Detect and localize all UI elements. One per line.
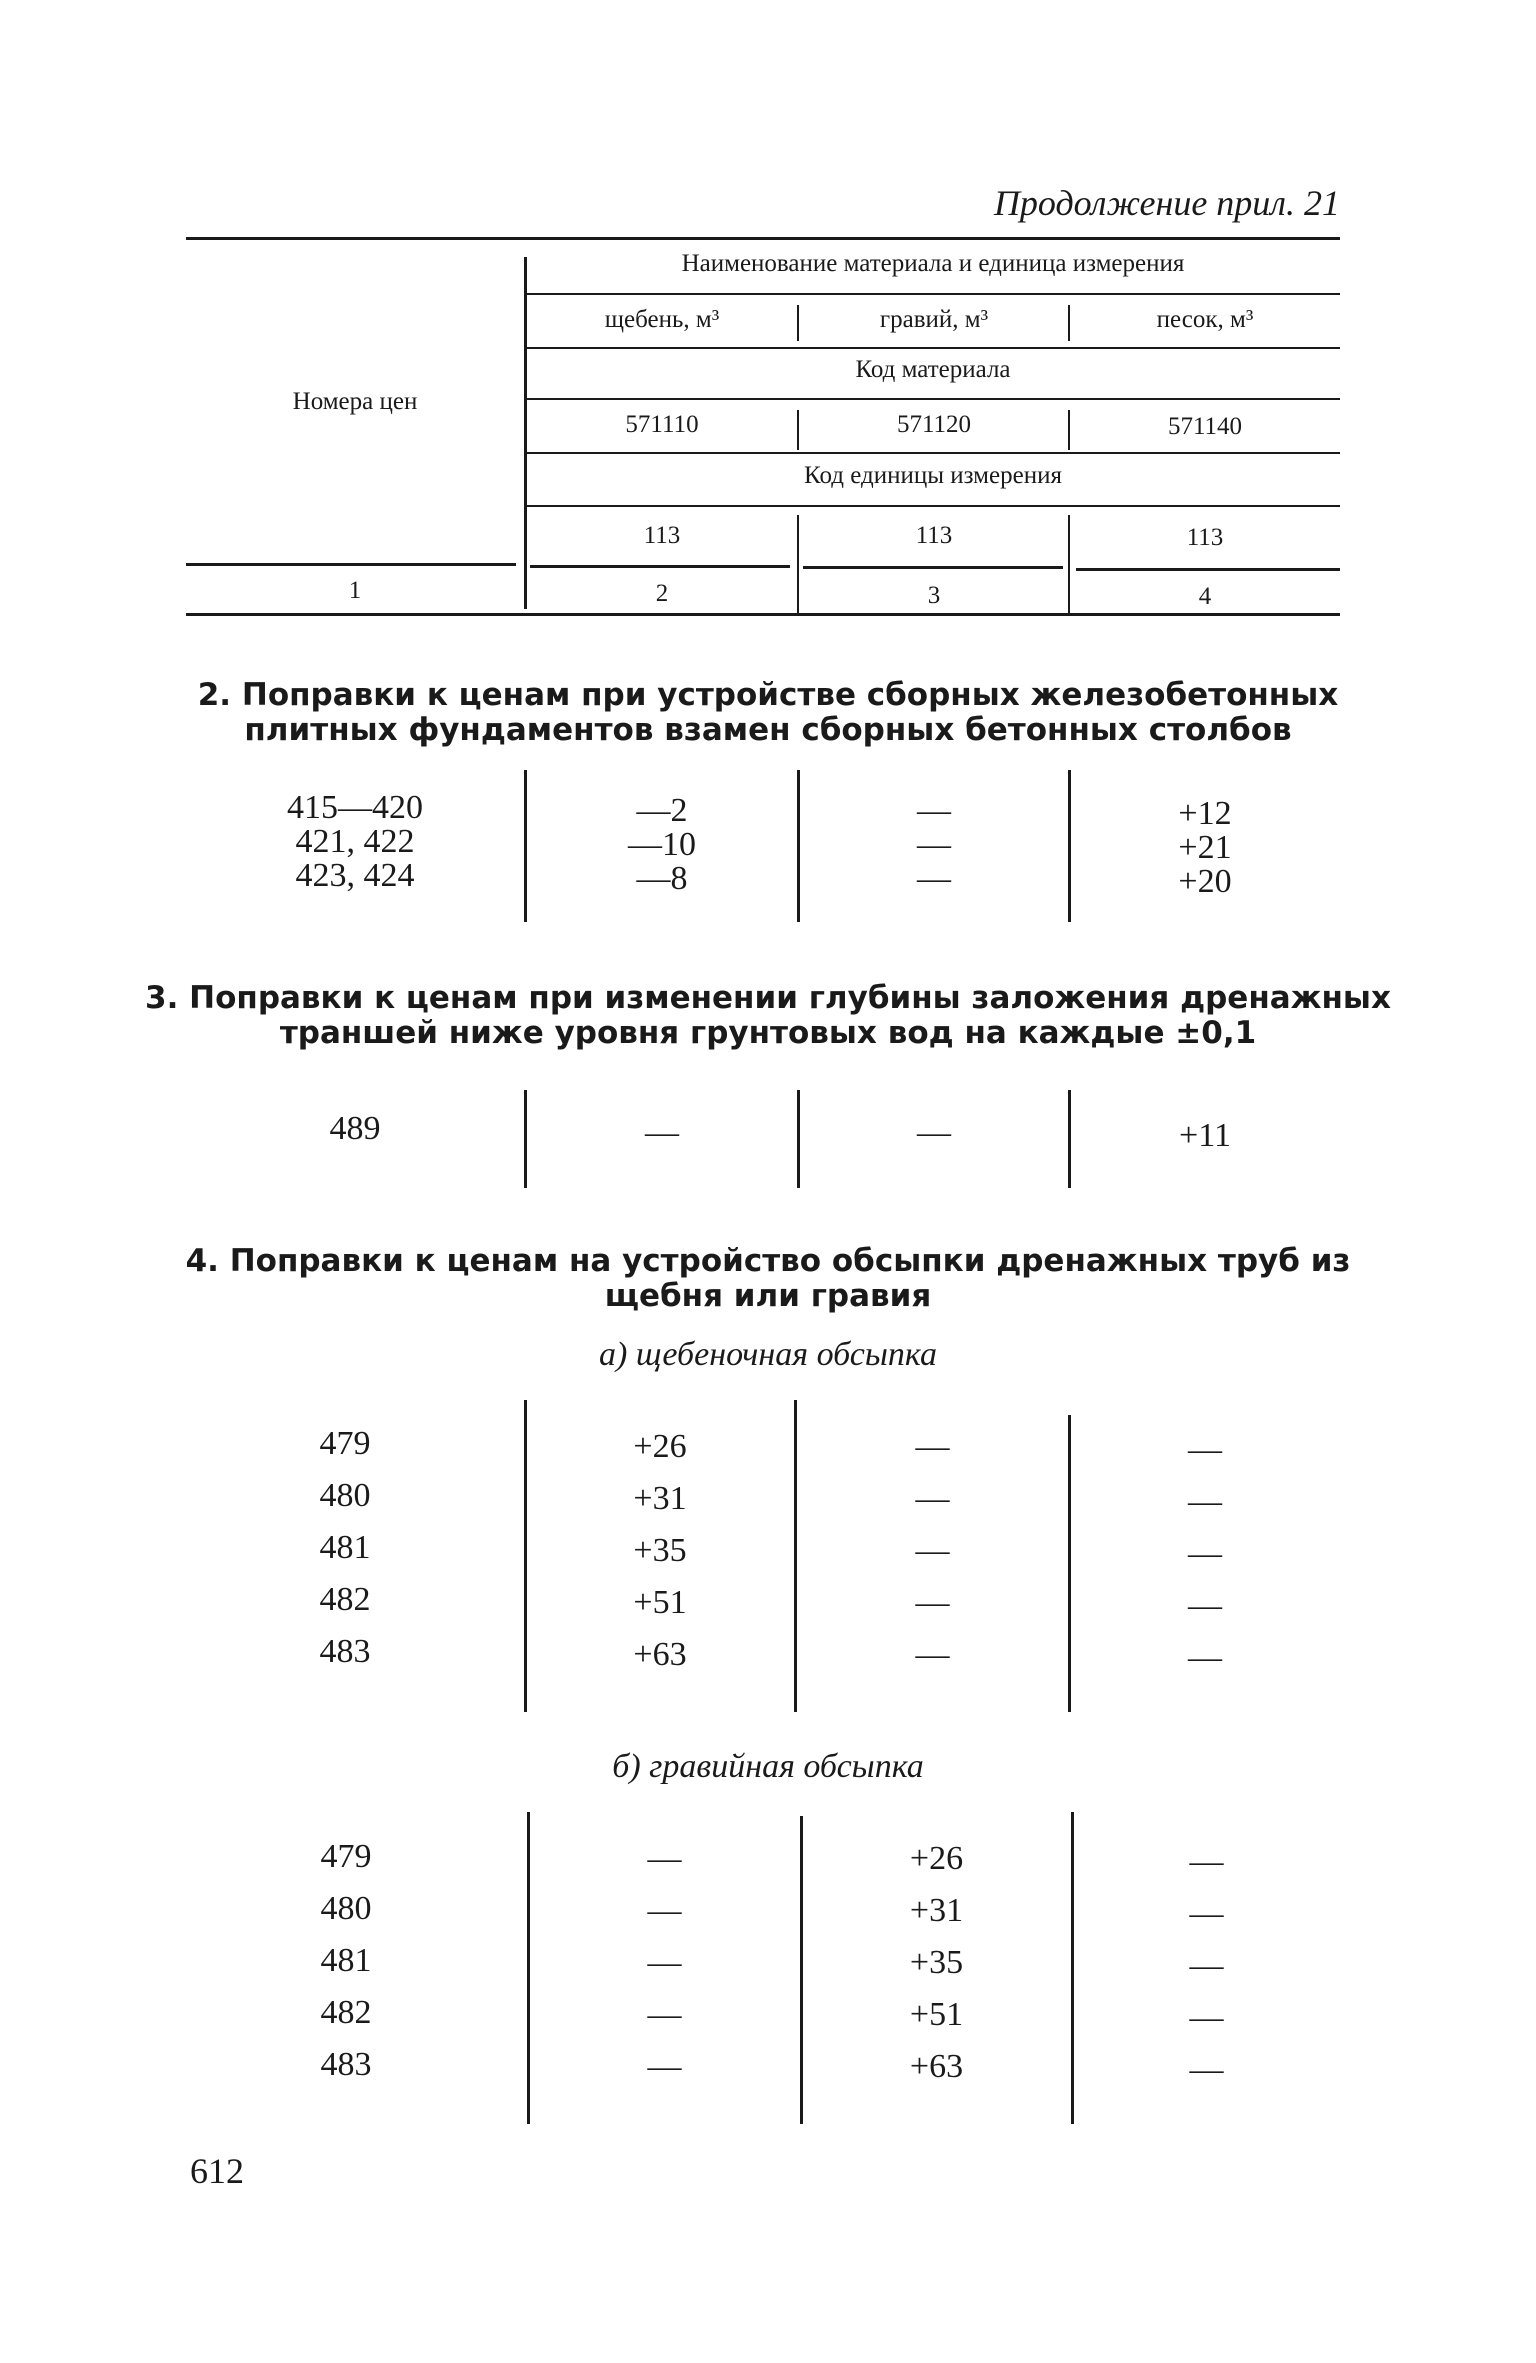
rule [186,563,516,566]
price-number: 423, 424 [295,857,415,894]
value-cell: — [1189,1947,1224,1984]
value-cell: +11 [1179,1117,1231,1154]
value-cell: — [915,1428,950,1465]
unit-code: 113 [1186,524,1224,551]
value-cell: — [647,1840,682,1877]
unit-code-header: Код единицы измерения [804,462,1062,489]
value-cell: —8 [636,860,688,897]
value-cell: +51 [909,1996,964,2033]
value-cell: — [917,792,951,829]
value-cell: —10 [628,826,696,863]
subsection-a-title: а) щебеночная обсыпка [599,1336,937,1373]
price-number: 483 [319,1633,371,1670]
price-number: 480 [320,1890,372,1927]
value-cell: — [645,1114,679,1151]
header-bottom-rule [186,613,1340,616]
value-cell: +26 [633,1428,687,1465]
value-cell: — [915,1480,950,1517]
price-number: 479 [320,1838,372,1875]
rule [530,565,790,568]
section-3-title-line2: траншей ниже уровня грунтовых вод на каждые ±0,1 [279,1015,1257,1051]
material-code-header: Код материала [855,356,1011,383]
value-cell: +12 [1178,795,1232,832]
value-cell: +51 [633,1584,687,1621]
price-number: 482 [320,1994,372,2031]
price-number: 415—420 [287,789,423,826]
value-cell: — [1188,1535,1222,1572]
rule [803,566,1063,569]
material-group-header: Наименование материала и единица измерения [681,250,1185,277]
value-cell: +35 [909,1944,964,1981]
material-code: 571110 [625,411,699,438]
price-number: 483 [320,2046,372,2083]
value-cell: +31 [909,1892,964,1929]
material-header-gravel: гравий, м³ [879,306,989,333]
value-cell: — [915,1584,950,1621]
value-cell: +26 [909,1840,964,1877]
value-cell: — [1189,1895,1224,1932]
unit-code: 113 [915,522,953,549]
page-number: 612 [190,2151,244,2191]
section-2-title-line2: плитных фундаментов взамен сборных бетонных столбов [244,712,1292,748]
value-cell: — [647,2048,682,2085]
row-label-header: Номера цен [292,388,418,415]
value-cell: +21 [1178,829,1232,866]
value-cell: — [1188,1639,1222,1676]
value-cell: —2 [636,792,688,829]
value-cell: +63 [909,2048,964,2085]
price-number: 489 [329,1110,381,1147]
value-cell: — [915,1636,950,1673]
rule [1068,305,1070,341]
value-cell: — [917,1114,951,1151]
value-cell: — [917,860,951,897]
section-3-title-line1: 3. Поправки к ценам при изменении глубины заложения дренажных [145,980,1391,1016]
value-cell: — [1189,2051,1224,2088]
material-header-sand: песок, м³ [1156,306,1254,333]
column-number: 2 [655,580,669,607]
column-number: 3 [927,582,941,609]
rule [526,452,1340,454]
price-number: 421, 422 [295,823,415,860]
section-2-title-line1: 2. Поправки к ценам при устройстве сборных железобетонных [197,677,1339,713]
value-cell: — [917,826,951,863]
value-cell: +31 [633,1480,687,1517]
value-cell: — [647,1892,682,1929]
material-code: 571140 [1167,413,1243,440]
rule [526,347,1340,349]
rule [797,410,799,450]
subsection-b-title: б) гравийная обсыпка [612,1748,924,1785]
rule [1076,568,1340,571]
value-cell: — [1188,1587,1222,1624]
material-header-gravel-crushed: щебень, м³ [604,306,720,333]
value-cell: — [1189,1843,1224,1880]
price-number: 482 [319,1581,371,1618]
column-number: 4 [1198,583,1212,610]
continuation-title: Продолжение прил. 21 [993,183,1340,223]
value-cell: — [647,1944,682,1981]
column-number: 1 [348,577,362,604]
value-cell: — [915,1532,950,1569]
value-cell: — [1188,1483,1222,1520]
rule [1068,410,1070,450]
rule [526,398,1340,400]
price-number: 480 [319,1477,371,1514]
value-cell: +63 [633,1636,687,1673]
unit-code: 113 [643,522,681,549]
value-cell: — [1189,1999,1224,2036]
value-cell: +35 [633,1532,687,1569]
value-cell: +20 [1178,863,1232,900]
rule [526,293,1340,295]
price-number: 481 [319,1529,371,1566]
value-cell: — [1188,1431,1222,1468]
section-4-title-line1: 4. Поправки к ценам на устройство обсыпки дренажных труб из [185,1243,1351,1279]
rule [797,305,799,341]
material-code: 571120 [896,411,972,438]
value-cell: — [647,1996,682,2033]
rule [526,505,1340,507]
header-top-rule [186,237,1340,240]
price-number: 481 [320,1942,372,1979]
section-4-title-line2: щебня или гравия [604,1278,932,1314]
price-number: 479 [319,1425,371,1462]
